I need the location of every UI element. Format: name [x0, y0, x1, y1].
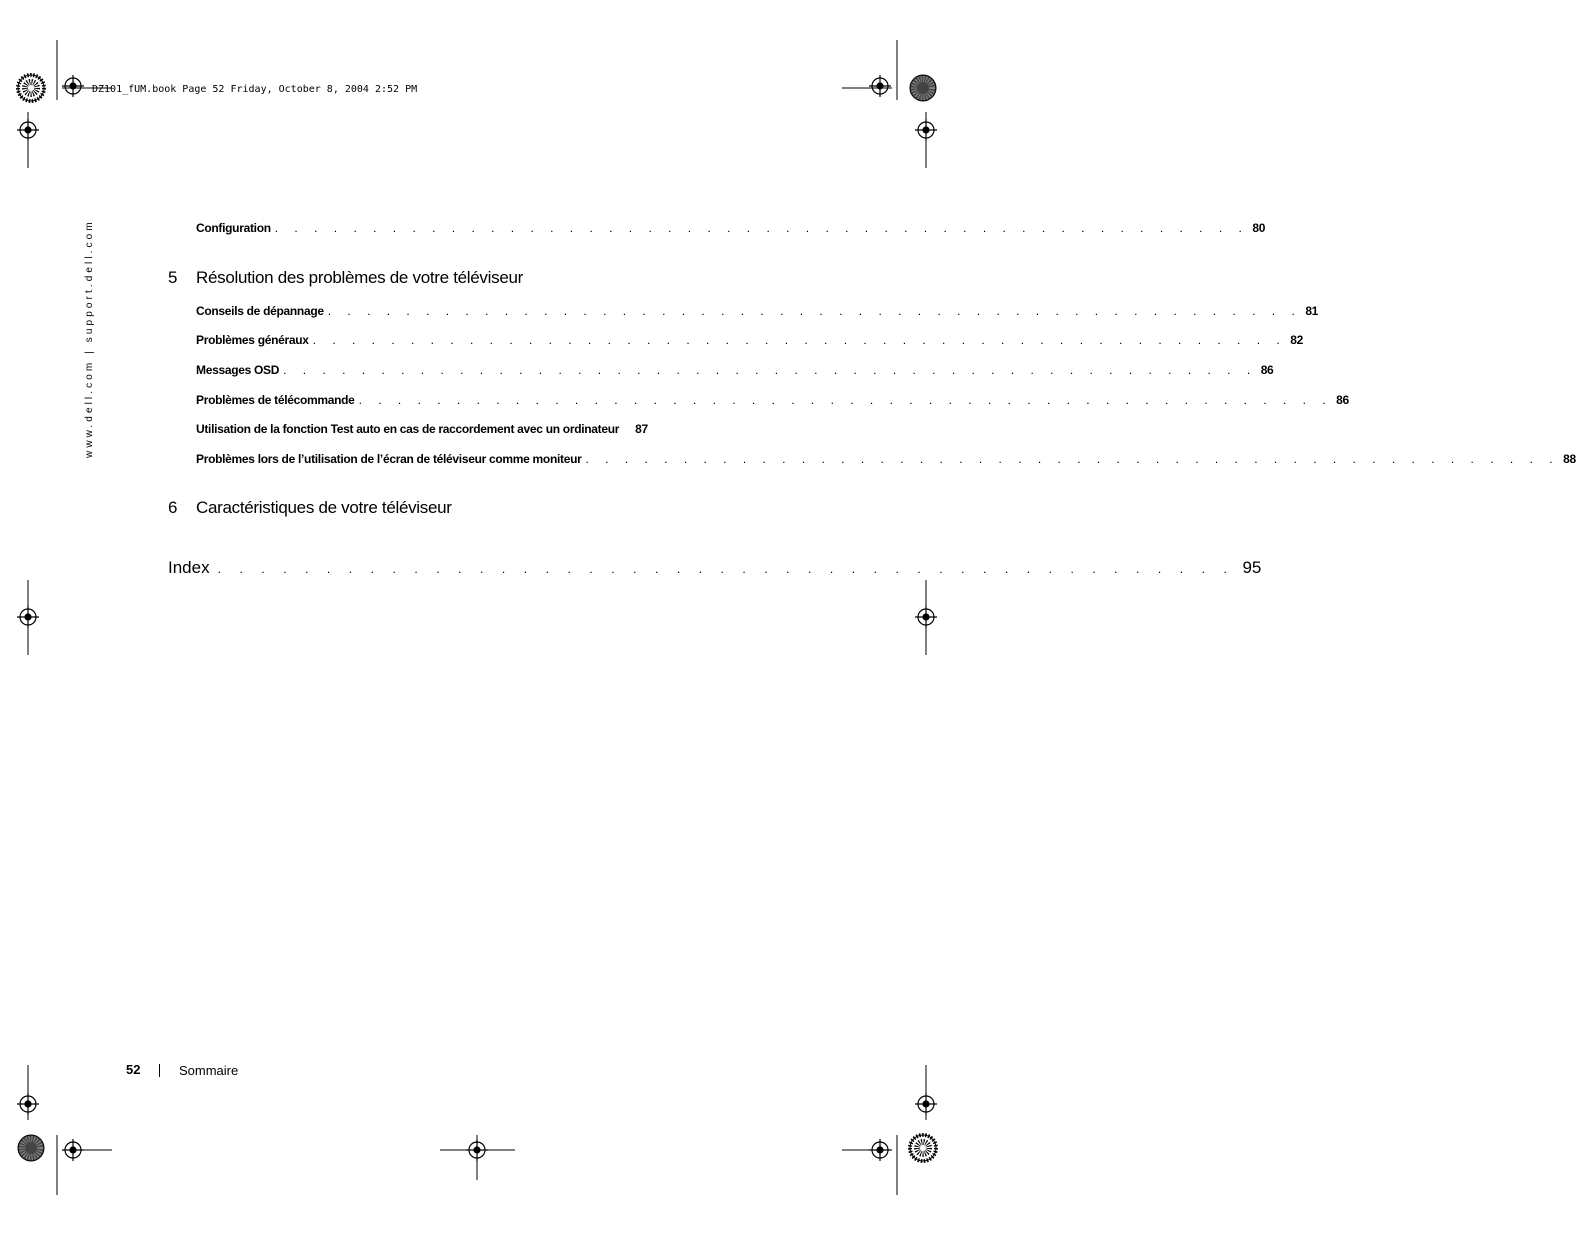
toc-chapter-6[interactable]	[168, 498, 452, 518]
index-title: Index	[168, 558, 210, 577]
toc-entry-page: 87	[635, 422, 648, 436]
chapter-title: Caractéristiques de votre téléviseur	[196, 498, 452, 517]
toc-entry-page: 80	[1252, 221, 1266, 235]
side-url: www.dell.com | support.dell.com	[84, 219, 95, 458]
index-page: 95	[1242, 558, 1262, 577]
chapter-number: 5	[168, 268, 178, 287]
toc-entry-title: Problèmes de télécommande	[196, 393, 355, 407]
toc-entry-configuration[interactable]	[196, 221, 1266, 235]
footer-separator	[159, 1064, 160, 1077]
toc-entry-title: Messages OSD	[196, 363, 280, 377]
toc-index[interactable]	[168, 558, 1262, 578]
footer-section: Sommaire	[179, 1063, 239, 1078]
leader-dots: . . . . . . . . . . . . . . . . . . . . . . . . . . . . . . . . . . . . . . . . . . . . . . . . . .	[585, 452, 1560, 466]
toc-entry[interactable]	[196, 452, 1576, 466]
toc-entry-page: 81	[1305, 304, 1319, 318]
footer-page-number: 52	[126, 1062, 141, 1077]
toc-entry-page: 86	[1260, 363, 1274, 377]
toc-entry-title: Problèmes lors de l’utilisation de l’écran de téléviseur comme moniteur	[196, 452, 582, 466]
toc-entry-title: Conseils de dépannage	[196, 304, 324, 318]
toc-entry-title: Configuration	[196, 221, 271, 235]
toc-entry-title: Utilisation de la fonction Test auto en cas de raccordement avec un ordinateur	[196, 422, 620, 436]
print-header: DZ101_fUM.book Page 52 Friday, October 8, 2004 2:52 PM	[92, 84, 418, 95]
toc-entry[interactable]	[196, 333, 1303, 347]
leader-dots: . . . . . . . . . . . . . . . . . . . . . . . . . . . . . . . . . . . . . . . . . . . . . . . . . .	[358, 393, 1333, 407]
toc-entry[interactable]	[196, 363, 1274, 377]
toc-chapter-5[interactable]	[168, 268, 523, 288]
toc-entry[interactable]	[196, 393, 1349, 407]
chapter-title: Résolution des problèmes de votre téléviseur	[196, 268, 523, 287]
toc-entry[interactable]	[196, 422, 662, 436]
leader-dots: . . . . . . . . . . . . . . . . . . . . . . . . . . . . . . . . . . . . . . . . . . . . . . . . . .	[327, 304, 1302, 318]
toc-entry-page: 86	[1336, 393, 1349, 407]
leader-dots: . . . . . . . . . . . . . . . . . . . . . . . . . . . . . . . . . . . . . . . . . . . . . . . . . .	[312, 333, 1287, 347]
leader-dots: . . . . . . . . . . . . . . . . . . . . . . . . . . . . . . . . . . . . . . . . . . . . . . . . . .	[283, 363, 1257, 377]
leader-dots: . . . . . . . . . . . . . . . . . . . . . . . . . . . . . . . . . . . . . . . . . . . . . . . . . .	[274, 221, 1249, 235]
chapter-number: 6	[168, 498, 178, 517]
toc-entry-page: 88	[1563, 452, 1576, 466]
toc-entry-page: 82	[1290, 333, 1303, 347]
leader-dots: . . . . . . . . . . . . . . . . . . . . . . . . . . . . . . . . . . . . . . . . . . . . . . .	[217, 562, 1235, 576]
toc-entry[interactable]	[196, 304, 1319, 318]
toc-entry-title: Problèmes généraux	[196, 333, 309, 347]
